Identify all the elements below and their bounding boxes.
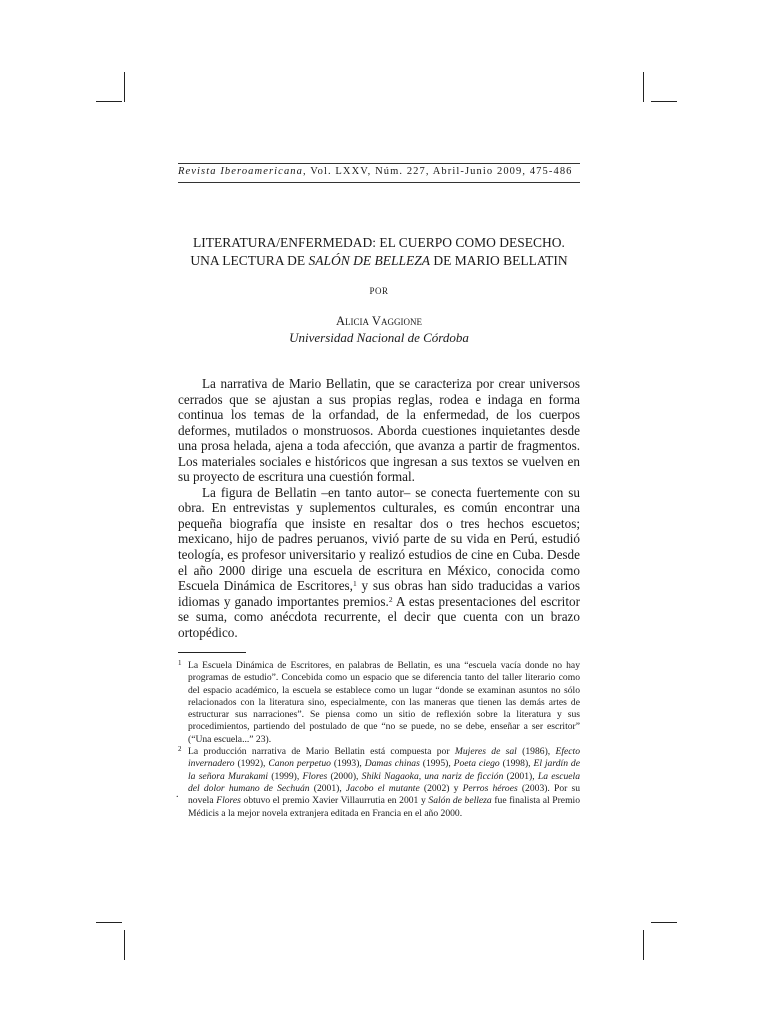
fn2-text: (1995), bbox=[419, 758, 454, 770]
fn2-text: La producción narrativa de Mario Bellatin está compuesta por bbox=[188, 746, 455, 758]
title-book-name: SALÓN DE BELLEZA bbox=[308, 253, 430, 268]
fn2-text: (2002) y bbox=[419, 782, 463, 794]
fn2-text: (1992), bbox=[234, 758, 269, 770]
paragraph-2-part-b: y sus obras han sido traducidas a varios idiomas y ganado importantes premios. bbox=[178, 578, 580, 609]
title-line-2-suffix: DE MARIO BELLATIN bbox=[430, 253, 568, 268]
article-body bbox=[178, 376, 580, 640]
fn2-work-title: Efecto invernadero bbox=[188, 746, 580, 770]
fn2-work-title: Shiki Nagaoka, una nariz de ficción bbox=[361, 770, 504, 782]
crop-mark-bottom-left-vertical bbox=[124, 930, 125, 960]
author-affiliation: Universidad Nacional de Córdoba bbox=[289, 330, 469, 345]
byline-por: POR bbox=[369, 286, 389, 296]
fn2-text: (2001), bbox=[503, 770, 538, 782]
footnote-1-text: La Escuela Dinámica de Escritores, en palabras de Bellatin, es una “escuela vacía donde no hay programas de estudio”. Concebida como un espacio que se diferencia tanto del taller literario como del espacio académico, la escuela se establece como un lugar “donde se examinan asuntos no sólo relacionados con la literatura sino, especialmente, con las maneras que tienen las demás artes de estructurar sus narraciones”. Se piensa como un sitio de reflexión sobre la literatura y sus procedimientos, partiendo del postulado de que “no se puede, no se debe, enseñar a ser escritor” (“Una escuela...” 23). bbox=[188, 660, 580, 745]
title-line-2-prefix: UNA LECTURA DE bbox=[190, 253, 309, 268]
footnote-separator bbox=[178, 652, 246, 653]
paragraph-1: La narrativa de Mario Bellatin, que se caracteriza por crear universos cerrados que se ajustan a sus propias reglas, rodea e indaga en forma continua los temas de la orfandad, de la enfermedad, de los cuerpos deformes, mutilados o monstruosos. Aborda cuestiones inquietantes desde una prosa helada, ajena a toda afección, que avanza a partir de fragmentos. Los materiales sociales e históricos que ingresan a sus textos se vuelven en su proyecto de escritura una cuestión formal. bbox=[178, 376, 580, 485]
footnote-1-number: 1 bbox=[178, 659, 182, 667]
journal-citation: , Vol. LXXV, Núm. 227, Abril-Junio 2009, 475-486 bbox=[303, 166, 573, 177]
crop-mark-bottom-left-horizontal bbox=[96, 922, 122, 923]
crop-mark-top-left-vertical bbox=[124, 72, 125, 102]
running-head bbox=[178, 166, 580, 177]
fn2-text: fue finalista al Premio Médicis a la mejor novela extranjera editada en Francia en el año 2000. bbox=[188, 795, 580, 819]
footnote-ref-1[interactable]: 1 bbox=[352, 579, 357, 589]
crop-mark-bottom-right-vertical bbox=[643, 930, 644, 960]
crop-mark-top-left-horizontal bbox=[96, 101, 122, 102]
footnote-2-number: 2 bbox=[178, 745, 182, 754]
fn2-work-title: Perros héroes bbox=[462, 782, 518, 794]
title-line-1: LITERATURA/ENFERMEDAD: EL CUERPO COMO DESECHO. bbox=[193, 235, 565, 250]
fn2-text: (1999), bbox=[268, 770, 303, 782]
paragraph-2-part-c: A estas presentaciones del escritor se suma, como anécdota recurrente, el decir que cuenta con un brazo ortopédico. bbox=[178, 593, 580, 640]
fn2-work-title: Canon perpetuo bbox=[268, 758, 331, 770]
fn2-work-title: Mujeres de sal bbox=[454, 746, 517, 758]
running-head-bottom-rule bbox=[178, 182, 580, 183]
fn2-text: (1986), bbox=[516, 746, 556, 758]
fn2-work-title: La escuela del dolor humano de Sechuán bbox=[188, 770, 581, 794]
author-name: Alicia Vaggione bbox=[336, 314, 422, 328]
stray-mark: . bbox=[176, 789, 179, 800]
paragraph-2 bbox=[178, 485, 580, 640]
fn2-work-title: Salón de belleza bbox=[428, 795, 492, 807]
article-title bbox=[178, 234, 580, 270]
crop-mark-top-right-vertical bbox=[643, 72, 644, 102]
crop-mark-bottom-right-horizontal bbox=[651, 922, 677, 923]
fn2-work-title: Jacobo el mutante bbox=[345, 782, 420, 794]
footnote-ref-2[interactable]: 2 bbox=[388, 594, 393, 604]
fn2-work-title: Flores bbox=[302, 770, 328, 782]
fn2-work-title: El jardín de la señora Murakami bbox=[188, 758, 580, 782]
footnote-2 bbox=[178, 746, 580, 820]
fn2-text: (2003). Por su novela bbox=[188, 782, 580, 807]
journal-name: Revista Iberoamericana bbox=[178, 166, 303, 177]
fn2-text: (1993), bbox=[330, 758, 365, 770]
fn2-text: (2000), bbox=[327, 770, 362, 782]
fn2-work-title: Poeta ciego bbox=[453, 758, 500, 770]
fn2-text: (1998), bbox=[499, 758, 534, 770]
fn2-work-title: Damas chinas bbox=[364, 758, 420, 770]
footnote-1 bbox=[178, 660, 580, 746]
fn2-text: obtuvo el premio Xavier Villaurrutia en 2001 y bbox=[240, 795, 429, 807]
paragraph-2-part-a: La figura de Bellatin –en tanto autor– se conecta fuertemente con su obra. En entrevistas y suplementos culturales, es común encontrar una pequeña biografía que insiste en resaltar dos o tres hechos escuetos; mexicano, hijo de padres peruanos, vivió parte de su vida en Perú, estudió teología, es profesor universitario y realizó estudios de cine en Cuba. Desde el año 2000 dirige una escuela de escritura en México, conocida como Escuela Dinámica de Escritores, bbox=[178, 484, 580, 594]
crop-mark-top-right-horizontal bbox=[651, 101, 677, 102]
title-line-2 bbox=[178, 252, 580, 270]
fn2-work-title: Flores bbox=[216, 795, 241, 807]
fn2-text: (2001), bbox=[309, 782, 346, 794]
footnotes bbox=[178, 660, 580, 820]
running-head-top-rule bbox=[178, 163, 580, 164]
